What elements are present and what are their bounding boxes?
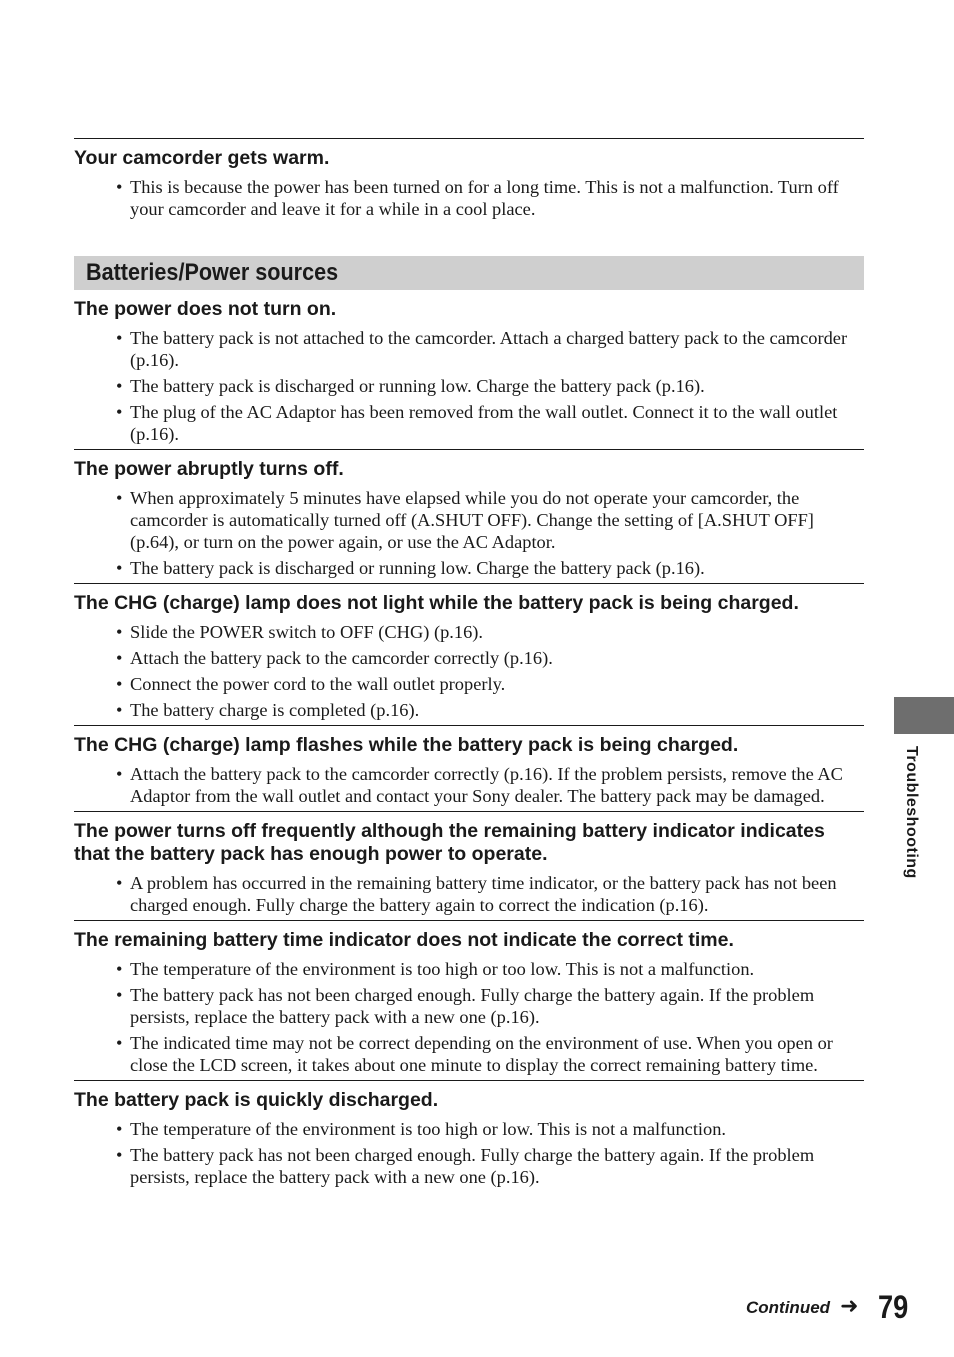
solution-list	[74, 1118, 864, 1188]
issue-heading: The battery pack is quickly discharged.	[74, 1089, 439, 1111]
solution-item: • The indicated time may not be correct depending on the environment of use. When you open or close the LCD screen, it takes about one minute to display the correct remaining battery time.	[74, 1032, 864, 1076]
solution-list	[74, 958, 864, 1076]
top-sections	[74, 138, 864, 220]
solution-item: • Attach the battery pack to the camcorder correctly (p.16). If the problem persists, remove the AC Adaptor from the wall outlet and contact your Sony dealer. The battery pack may be damaged.	[74, 763, 864, 807]
solution-list	[74, 763, 864, 807]
issue-section	[74, 725, 864, 807]
page-number: 79	[878, 1289, 909, 1325]
solution-item: • The battery pack is discharged or running low. Charge the battery pack (p.16).	[74, 375, 864, 397]
continued-arrow-icon: ➜	[840, 1294, 859, 1319]
solution-item: • The battery pack is not attached to the camcorder. Attach a charged battery pack to the camcorder (p.16).	[74, 327, 864, 371]
solution-item: • The temperature of the environment is too high or low. This is not a malfunction.	[74, 1118, 864, 1140]
solution-list	[74, 621, 864, 721]
solution-list	[74, 872, 864, 916]
issue-heading: The power abruptly turns off.	[74, 458, 344, 480]
solution-list	[74, 327, 864, 445]
issue-section	[74, 138, 864, 220]
issue-section	[74, 449, 864, 579]
issue-heading: The remaining battery time indicator does not indicate the correct time.	[74, 929, 734, 951]
solution-item: • A problem has occurred in the remaining battery time indicator, or the battery pack has not been charged enough. Fully charge the battery again to correct the indication (p.16).	[74, 872, 864, 916]
section-band	[74, 256, 864, 290]
issue-section	[74, 583, 864, 721]
section-band-title: Batteries/Power sources	[86, 259, 339, 286]
solution-item: • Slide the POWER switch to OFF (CHG) (p.16).	[74, 621, 864, 643]
sidebar-label: Troubleshooting	[903, 746, 920, 879]
issue-section	[74, 1080, 864, 1188]
solution-item: • Attach the battery pack to the camcorder correctly (p.16).	[74, 647, 864, 669]
solution-item: • The battery pack has not been charged enough. Fully charge the battery again. If the problem persists, replace the battery pack with a new one (p.16).	[74, 984, 864, 1028]
solution-item: • The battery pack is discharged or running low. Charge the battery pack (p.16).	[74, 557, 864, 579]
issue-section	[74, 920, 864, 1076]
issue-heading: The CHG (charge) lamp does not light while the battery pack is being charged.	[74, 592, 799, 614]
solution-item: • Connect the power cord to the wall outlet properly.	[74, 673, 864, 695]
troubleshooting-sections	[74, 290, 864, 1188]
issue-heading: The power does not turn on.	[74, 298, 337, 320]
issue-section	[74, 290, 864, 445]
solution-item: • The temperature of the environment is too high or too low. This is not a malfunction.	[74, 958, 864, 980]
solution-item: • The plug of the AC Adaptor has been removed from the wall outlet. Connect it to the wall outlet (p.16).	[74, 401, 864, 445]
issue-heading: Your camcorder gets warm.	[74, 147, 330, 169]
issue-heading: The power turns off frequently although the remaining battery indicator indicates that the battery pack has enough power to operate.	[74, 820, 825, 865]
continued-label: Continued	[746, 1298, 831, 1317]
solution-list	[74, 487, 864, 579]
solution-item: • This is because the power has been turned on for a long time. This is not a malfunction. Turn off your camcorder and leave it for a while in a cool place.	[74, 176, 864, 220]
solution-item: • The battery charge is completed (p.16).	[74, 699, 864, 721]
sidebar-tab	[894, 697, 954, 734]
page-content	[74, 138, 864, 1192]
solution-list	[74, 176, 864, 220]
solution-item: • The battery pack has not been charged enough. Fully charge the battery again. If the problem persists, replace the battery pack with a new one (p.16).	[74, 1144, 864, 1188]
solution-item: • When approximately 5 minutes have elapsed while you do not operate your camcorder, the camcorder is automatically turned off (A.SHUT OFF). Change the setting of [A.SHUT OFF] (p.64), or turn on the power again, or use the AC Adaptor.	[74, 487, 864, 553]
issue-section	[74, 811, 864, 916]
issue-heading: The CHG (charge) lamp flashes while the battery pack is being charged.	[74, 734, 739, 756]
